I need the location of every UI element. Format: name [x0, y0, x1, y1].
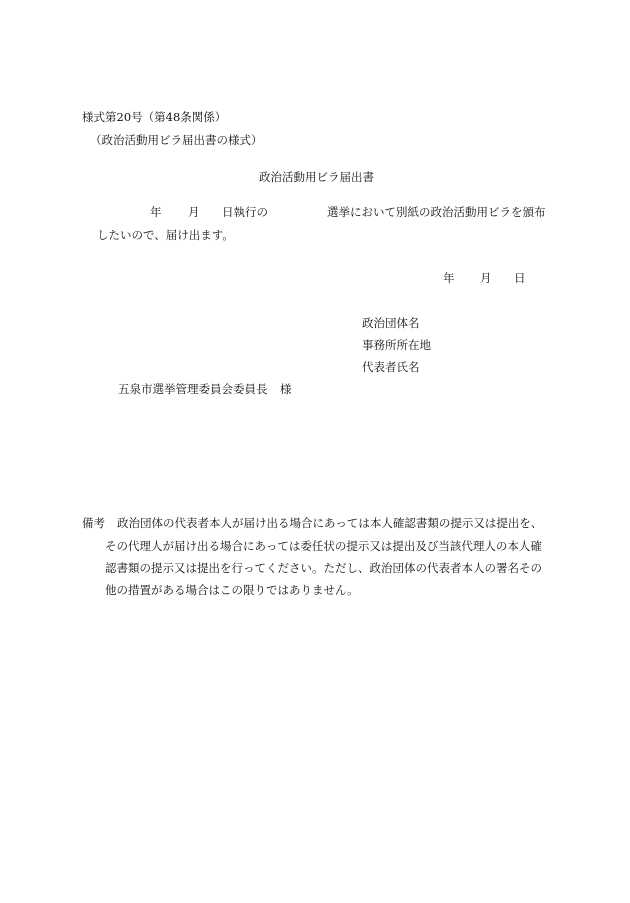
office-address-label: 事務所所在地: [362, 338, 431, 352]
representative-name-label: 代表者氏名: [362, 360, 420, 374]
remarks-line1: 政治団体の代表者本人が届け出る場合にあっては本人確認書類の提示又は提出を、: [117, 516, 543, 530]
addressee-honorific: 様: [280, 382, 292, 396]
organization-name-label: 政治団体名: [362, 316, 420, 330]
remarks-line2: その代理人が届け出る場合にあっては委任状の提示又は提出及び当該代理人の本人確: [105, 539, 542, 553]
remarks-line3: 認書類の提示又は提出を行ってください。ただし、政治団体の代表者本人の署名その: [105, 561, 542, 575]
remarks-line4: 他の措置がある場合はこの限りではありません。: [105, 583, 359, 597]
form-subtitle: （政治活動用ビラ届出書の様式）: [90, 133, 263, 147]
form-number: 様式第20号（第48条関係）: [82, 110, 227, 124]
date-year-unit: 年: [443, 271, 455, 285]
addressee-name: 五泉市選挙管理委員会委員長: [118, 382, 268, 396]
date-day-unit: 日: [514, 271, 526, 285]
body-month-unit: 月: [188, 205, 200, 219]
remarks-label: 備考: [82, 516, 105, 530]
document-title: 政治活動用ビラ届出書: [259, 170, 374, 184]
date-month-unit: 月: [480, 271, 492, 285]
body-day-election: 日執行の: [222, 205, 268, 219]
body-year-unit: 年: [150, 205, 162, 219]
body-line2: したいので、届け出ます。: [97, 228, 234, 242]
body-line1-rest: 選挙において別紙の政治活動用ビラを頒布: [327, 205, 546, 219]
